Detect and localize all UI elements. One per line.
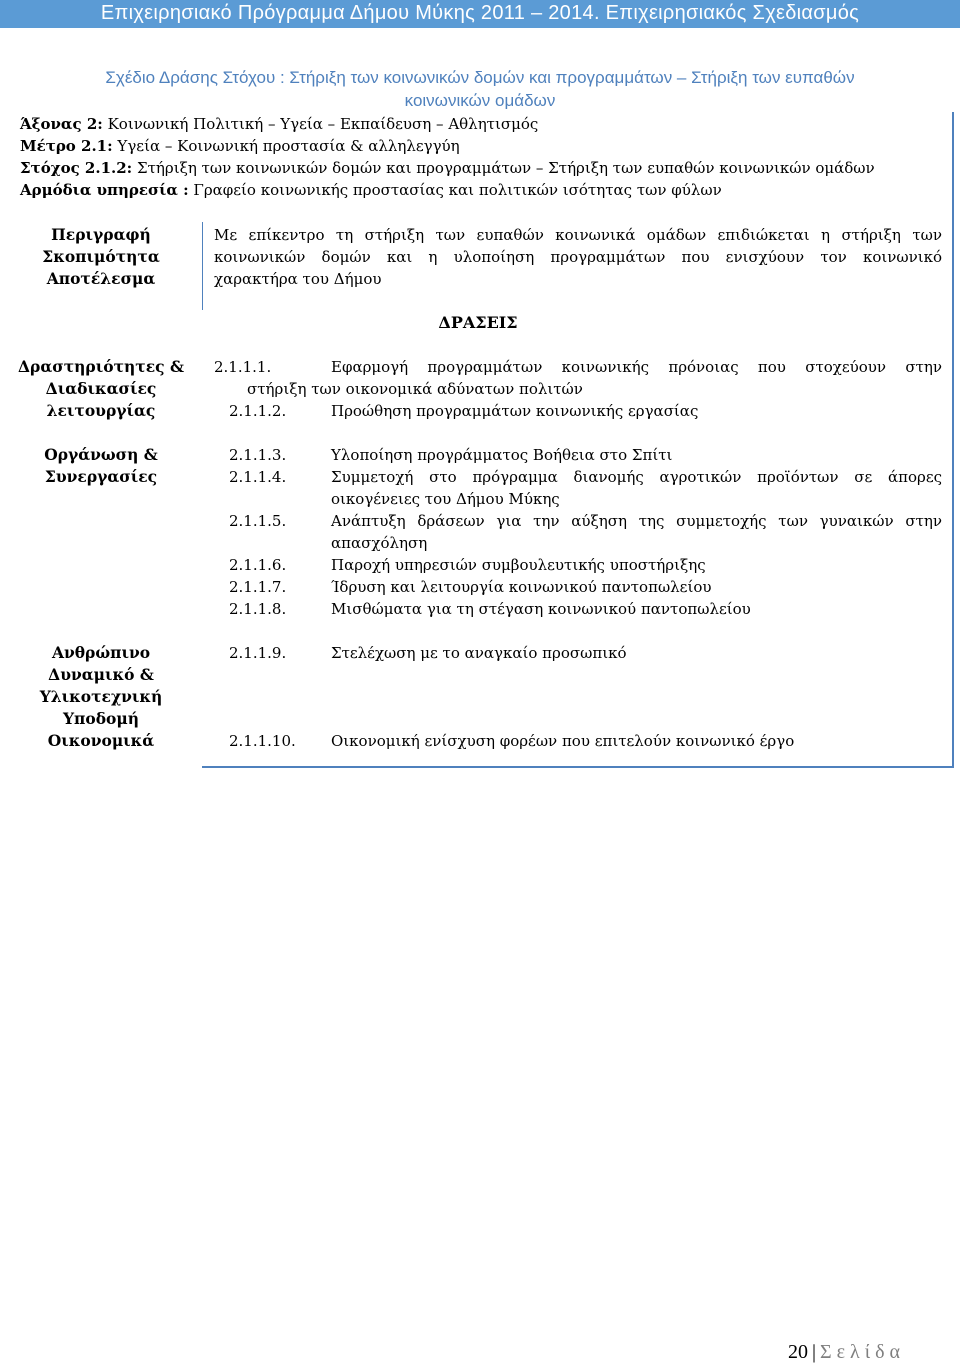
resources-label <box>16 642 186 730</box>
description-label-line: Περιγραφή <box>51 225 151 244</box>
goal-line <box>20 158 875 178</box>
financial-label <box>16 730 186 752</box>
measure-value: Υγεία – Κοινωνική προστασία & αλληλεγγύη <box>112 137 460 155</box>
service-label: Αρμόδια υπηρεσία : <box>20 181 189 199</box>
description-line-3: χαρακτήρα του Δήμου <box>214 270 382 288</box>
measure-line <box>20 136 460 156</box>
goal-label: Στόχος 2.1.2: <box>20 159 133 177</box>
column-divider <box>202 222 203 310</box>
frame-right-border <box>952 112 954 768</box>
resources-label-line-1: Ανθρώπινο <box>51 643 151 662</box>
activities-label-line-1: Δραστηριότητες & <box>18 357 184 376</box>
resources-label-line-4: Υποδομή <box>62 709 140 728</box>
axis-label: Άξονας 2: <box>20 115 103 133</box>
action-number: 2.1.1.5. <box>229 512 287 530</box>
action-plan-title-line-2: κοινωνικών ομάδων <box>404 91 556 110</box>
service-value: Γραφείο κοινωνικής προστασίας και πολιτικών ισότητας των φύλων <box>188 181 722 199</box>
measure-label: Μέτρο 2.1: <box>20 137 113 155</box>
action-number: 2.1.1.4. <box>229 468 287 486</box>
running-header: Επιχειρησιακό Πρόγραμμα Δήμου Μύκης 2011 – 2014. Επιχειρησιακός Σχεδιασμός <box>0 0 960 28</box>
action-text-line-2: οικογένειες του Δήμου Μύκης <box>331 490 560 508</box>
action-item: Οικονομική ενίσχυση φορέων που επιτελούν κοινωνικό έργο <box>331 732 795 750</box>
action-number: 2.1.1.9. <box>229 644 287 662</box>
activities-label <box>16 356 186 422</box>
action-plan-title <box>20 66 940 112</box>
activities-label-line-2: Διαδικασίες <box>45 379 157 398</box>
action-plan-title-line-1: Σχέδιο Δράσης Στόχου : Στήριξη των κοινωνικών δομών και προγραμμάτων – Στήριξη των ευπαθών <box>105 68 855 87</box>
action-item: Παροχή υπηρεσιών συμβουλευτικής υποστήριξης <box>331 556 706 574</box>
action-number: 2.1.1.2. <box>229 402 287 420</box>
action-number: 2.1.1.3. <box>229 446 287 464</box>
purpose-label-line: Σκοπιμότητα <box>42 247 160 266</box>
description-line-2: κοινωνικών δομών και η υλοποίηση προγραμμάτων που ενισχύουν τον κοινωνικό <box>214 248 942 266</box>
action-number: 2.1.1.6. <box>229 556 287 574</box>
action-item: Στελέχωση με το αναγκαίο προσωπικό <box>331 644 627 662</box>
financial-label-line-1: Οικονομικά <box>47 731 155 750</box>
action-text-line-2: στήριξη των οικονομικά αδύνατων πολιτών <box>247 380 583 398</box>
action-item <box>331 356 942 378</box>
footer-separator: | <box>812 1341 817 1363</box>
description-text <box>214 224 942 290</box>
action-number: 2.1.1.1. <box>214 358 272 376</box>
resources-label-line-3: Υλικοτεχνική <box>39 687 163 706</box>
frame-bottom-border <box>202 766 953 768</box>
goal-value: Στήριξη των κοινωνικών δομών και προγραμμάτων – Στήριξη των ευπαθών κοινωνικών ομάδων <box>132 159 875 177</box>
action-text-line-1: Εφαρμογή προγραμμάτων κοινωνικής πρόνοιας που στοχεύουν στην <box>331 358 942 376</box>
resources-label-line-2: Δυναμικό & <box>48 665 154 684</box>
axis-line <box>20 114 538 134</box>
activities-label-line-3: λειτουργίας <box>46 401 156 420</box>
action-item <box>331 510 942 554</box>
actions-heading: ΔΡΑΣΕΙΣ <box>438 313 518 332</box>
organization-label-line-1: Οργάνωση & <box>44 445 158 464</box>
action-text-line-1: Ανάπτυξη δράσεων για την αύξηση της συμμετοχής των γυναικών στην <box>331 512 942 530</box>
action-item: Υλοποίηση προγράμματος Βοήθεια στο Σπίτι <box>331 446 673 464</box>
service-line <box>20 180 722 200</box>
result-label-line: Αποτέλεσμα <box>46 269 156 288</box>
action-text-line-2: απασχόληση <box>331 534 428 552</box>
page-footer <box>788 1340 905 1364</box>
action-item: Προώθηση προγραμμάτων κοινωνικής εργασίας <box>331 402 699 420</box>
axis-value: Κοινωνική Πολιτική – Υγεία – Εκπαίδευση – Αθλητισμός <box>102 115 539 133</box>
page-number: 20 <box>788 1341 808 1363</box>
description-label <box>16 224 186 290</box>
page-word: Σελίδα <box>820 1341 906 1363</box>
action-number: 2.1.1.7. <box>229 578 287 596</box>
action-text-line-1: Συμμετοχή στο πρόγραμμα διανομής αγροτικών προϊόντων σε άπορες <box>331 468 942 486</box>
action-number: 2.1.1.8. <box>229 600 287 618</box>
organization-label-line-2: Συνεργασίες <box>44 467 158 486</box>
organization-label <box>16 444 186 488</box>
action-item <box>331 466 942 510</box>
action-number: 2.1.1.10. <box>229 732 296 750</box>
action-item: Μισθώματα για τη στέγαση κοινωνικού παντοπωλείου <box>331 600 751 618</box>
action-item: Ίδρυση και λειτουργία κοινωνικού παντοπωλείου <box>331 578 712 596</box>
description-line-1: Με επίκεντρο τη στήριξη των ευπαθών κοινωνικά ομάδων επιδιώκεται η στήριξη των <box>214 226 942 244</box>
